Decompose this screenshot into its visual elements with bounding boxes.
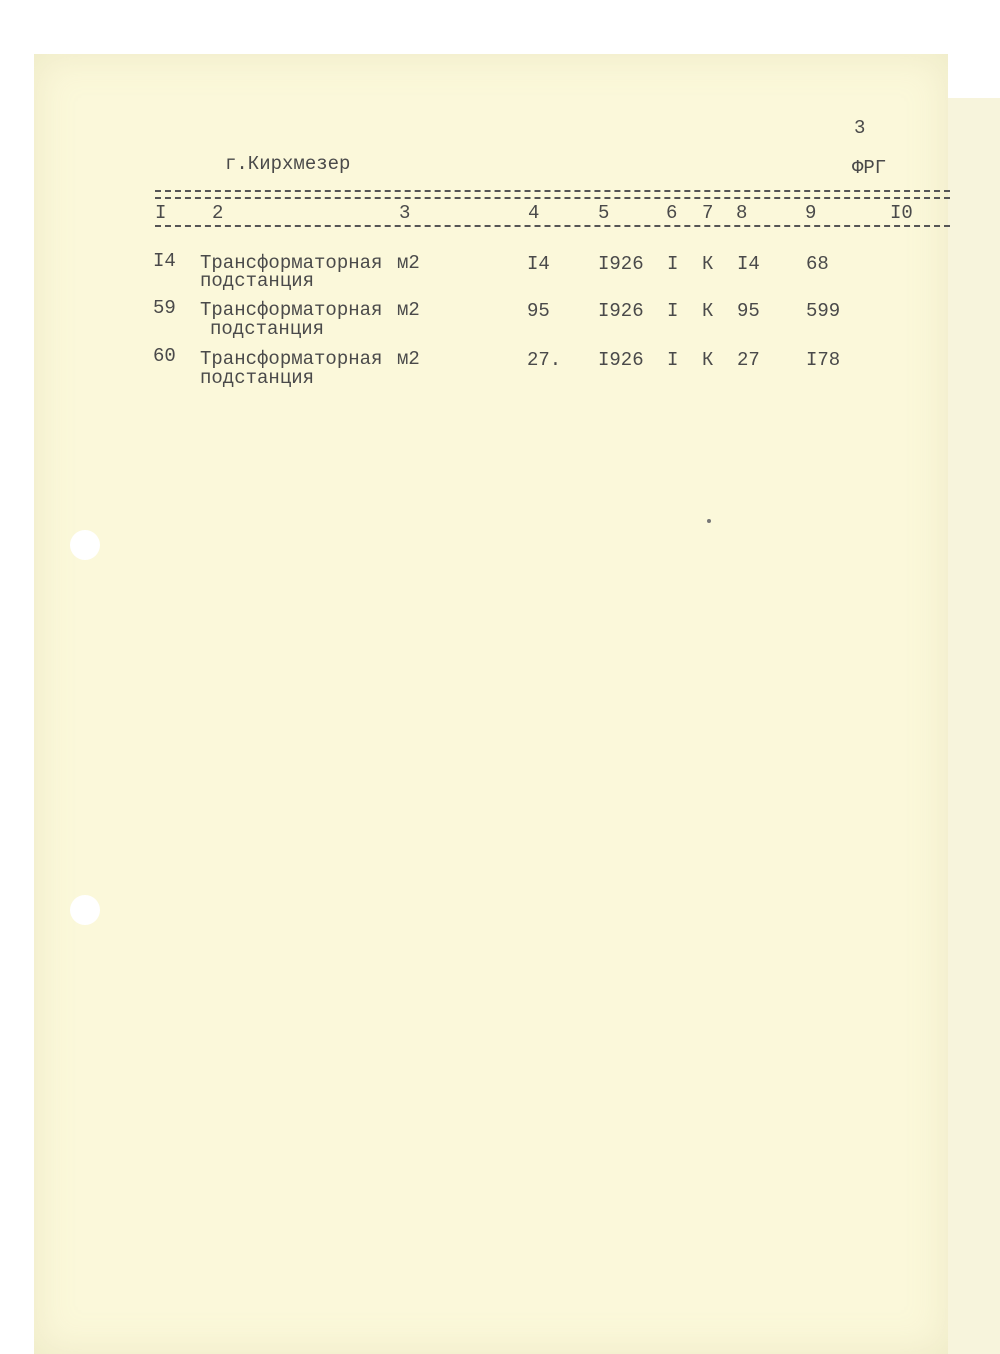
object-name: Трансформаторная [200, 299, 383, 321]
object-name-cont: подстанция [200, 367, 315, 389]
document-page [34, 54, 948, 1354]
object-name-cont: подстанция [210, 318, 325, 340]
cell-year: I926 [598, 253, 644, 275]
cell-col6: I [667, 300, 679, 322]
column-header-8: 8 [736, 202, 748, 224]
cell-col4: 95 [527, 300, 550, 322]
column-header-7: 7 [702, 202, 714, 224]
cell-col7: К [702, 349, 714, 371]
cell-col9: 599 [806, 300, 841, 322]
paper-speck [707, 519, 711, 523]
punch-hole [70, 530, 100, 560]
table-header-rule [155, 225, 950, 227]
cell-col8: 27 [737, 349, 760, 371]
cell-year: I926 [598, 300, 644, 322]
column-header-5: 5 [598, 202, 610, 224]
column-header-9: 9 [805, 202, 817, 224]
column-header-3: 3 [399, 202, 411, 224]
cell-col7: К [702, 253, 714, 275]
unit: м2 [397, 299, 420, 321]
column-header-10: I0 [890, 202, 913, 224]
column-header-4: 4 [528, 202, 540, 224]
cell-col4: 27. [527, 349, 562, 371]
country-label: ФРГ [852, 157, 887, 179]
row-number: 60 [153, 345, 176, 367]
row-number: I4 [153, 250, 176, 272]
cell-col8: 95 [737, 300, 760, 322]
cell-col7: К [702, 300, 714, 322]
unit: м2 [397, 252, 420, 274]
unit: м2 [397, 348, 420, 370]
column-header-2: 2 [212, 202, 224, 224]
cell-col6: I [667, 349, 679, 371]
object-name: Трансформаторная [200, 348, 383, 370]
cell-col4: I4 [527, 253, 550, 275]
punch-hole [70, 895, 100, 925]
cell-col8: I4 [737, 253, 760, 275]
column-header-1: I [155, 202, 167, 224]
cell-col6: I [667, 253, 679, 275]
city-title: г.Кирхмезер [225, 153, 351, 175]
table-top-rule [155, 197, 950, 199]
column-header-6: 6 [666, 202, 678, 224]
object-name: Трансформаторная [200, 252, 383, 274]
object-name-cont: подстанция [200, 270, 315, 292]
table-top-rule [155, 190, 950, 192]
page-number: 3 [854, 117, 866, 139]
row-number: 59 [153, 297, 176, 319]
cell-col9: I78 [806, 349, 841, 371]
cell-year: I926 [598, 349, 644, 371]
paper-edge-strip [948, 98, 1000, 1354]
cell-col9: 68 [806, 253, 829, 275]
